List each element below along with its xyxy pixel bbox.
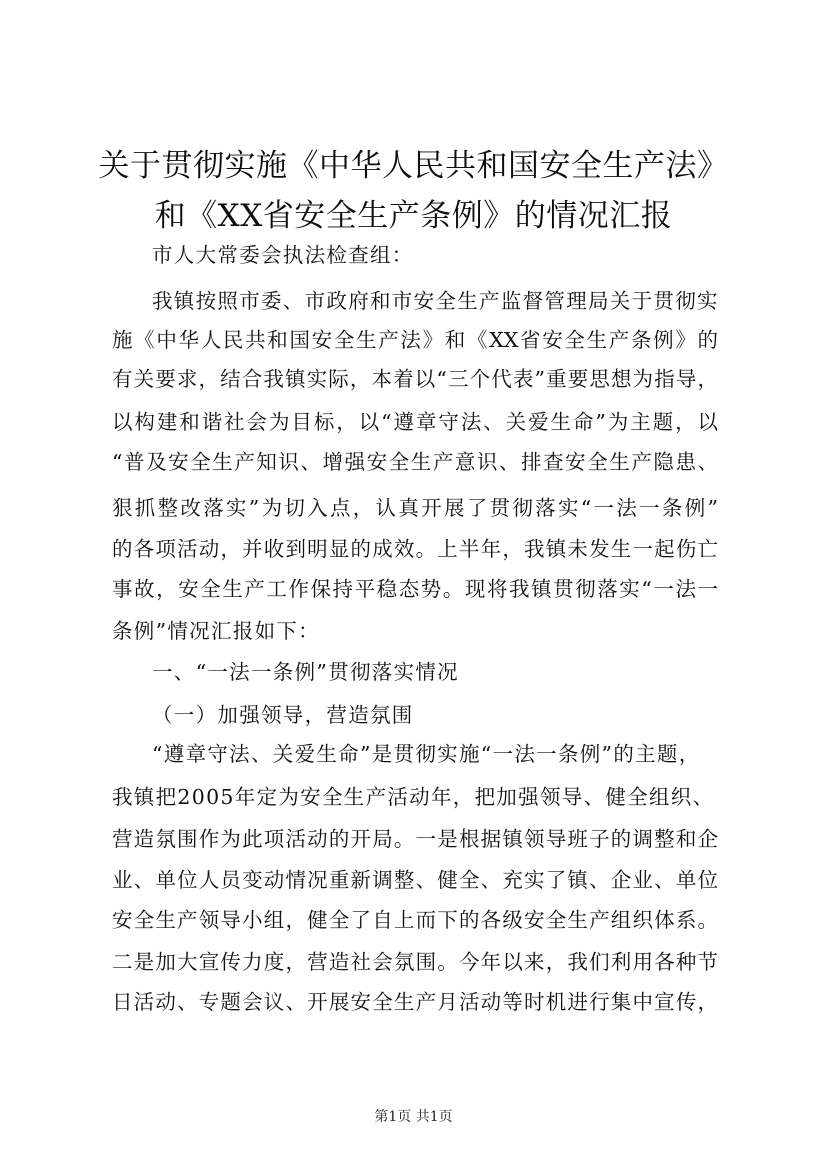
body-line: 营造氛围作为此项活动的开局。一是根据镇领导班子的调整和企	[112, 827, 718, 851]
body-line: 我镇把2005年定为安全生产活动年，把加强领导、健全组织、	[112, 785, 715, 809]
body-line: 我镇按照市委、市政府和市安全生产监督管理局关于贯彻实	[152, 289, 719, 313]
body-line: 以构建和谐社会为目标，以“遵章守法、关爱生命”为主题，以	[112, 410, 718, 434]
body-line: 有关要求，结合我镇实际，本着以“三个代表”重要思想为指导，	[112, 367, 718, 391]
body-line: 事故，安全生产工作保持平稳态势。现将我镇贯彻落实“一法一	[112, 577, 718, 601]
page-footer: 第1页 共1页	[374, 1109, 453, 1125]
body-line: 业、单位人员变动情况重新调整、健全、充实了镇、企业、单位	[112, 868, 718, 892]
body-line: “遵章守法、关爱生命”是贯彻实施“一法一条例”的主题，	[152, 742, 701, 766]
document-title-line-1: 关于贯彻实施《中华人民共和国安全生产法》	[98, 148, 729, 184]
body-line: 二是加大宣传力度，营造社会氛围。今年以来，我们利用各种节	[112, 950, 718, 974]
body-line: 条例”情况汇报如下：	[112, 619, 320, 643]
body-line: 的各项活动，并收到明显的成效。上半年，我镇未发生一起伤亡	[112, 537, 718, 561]
section-heading: 一、“一法一条例”贯彻落实情况	[152, 660, 459, 684]
subsection-heading: （一）加强领导，营造氛围	[152, 703, 414, 727]
body-line: 施《中华人民共和国安全生产法》和《XX省安全生产条例》的	[112, 328, 718, 352]
body-line: 安全生产领导小组，健全了自上而下的各级安全生产组织体系。	[112, 908, 718, 932]
body-line: 日活动、专题会议、开展安全生产月活动等时机进行集中宣传，	[112, 990, 718, 1014]
document-title-line-2: 和《XX省安全生产条例》的情况汇报	[154, 198, 673, 234]
body-line: “普及安全生产知识、增强安全生产意识、排查安全生产隐患、	[112, 450, 718, 474]
body-line: 狠抓整改落实”为切入点，认真开展了贯彻落实“一法一条例”	[112, 496, 718, 520]
salutation: 市人大常委会执法检查组：	[152, 243, 414, 267]
